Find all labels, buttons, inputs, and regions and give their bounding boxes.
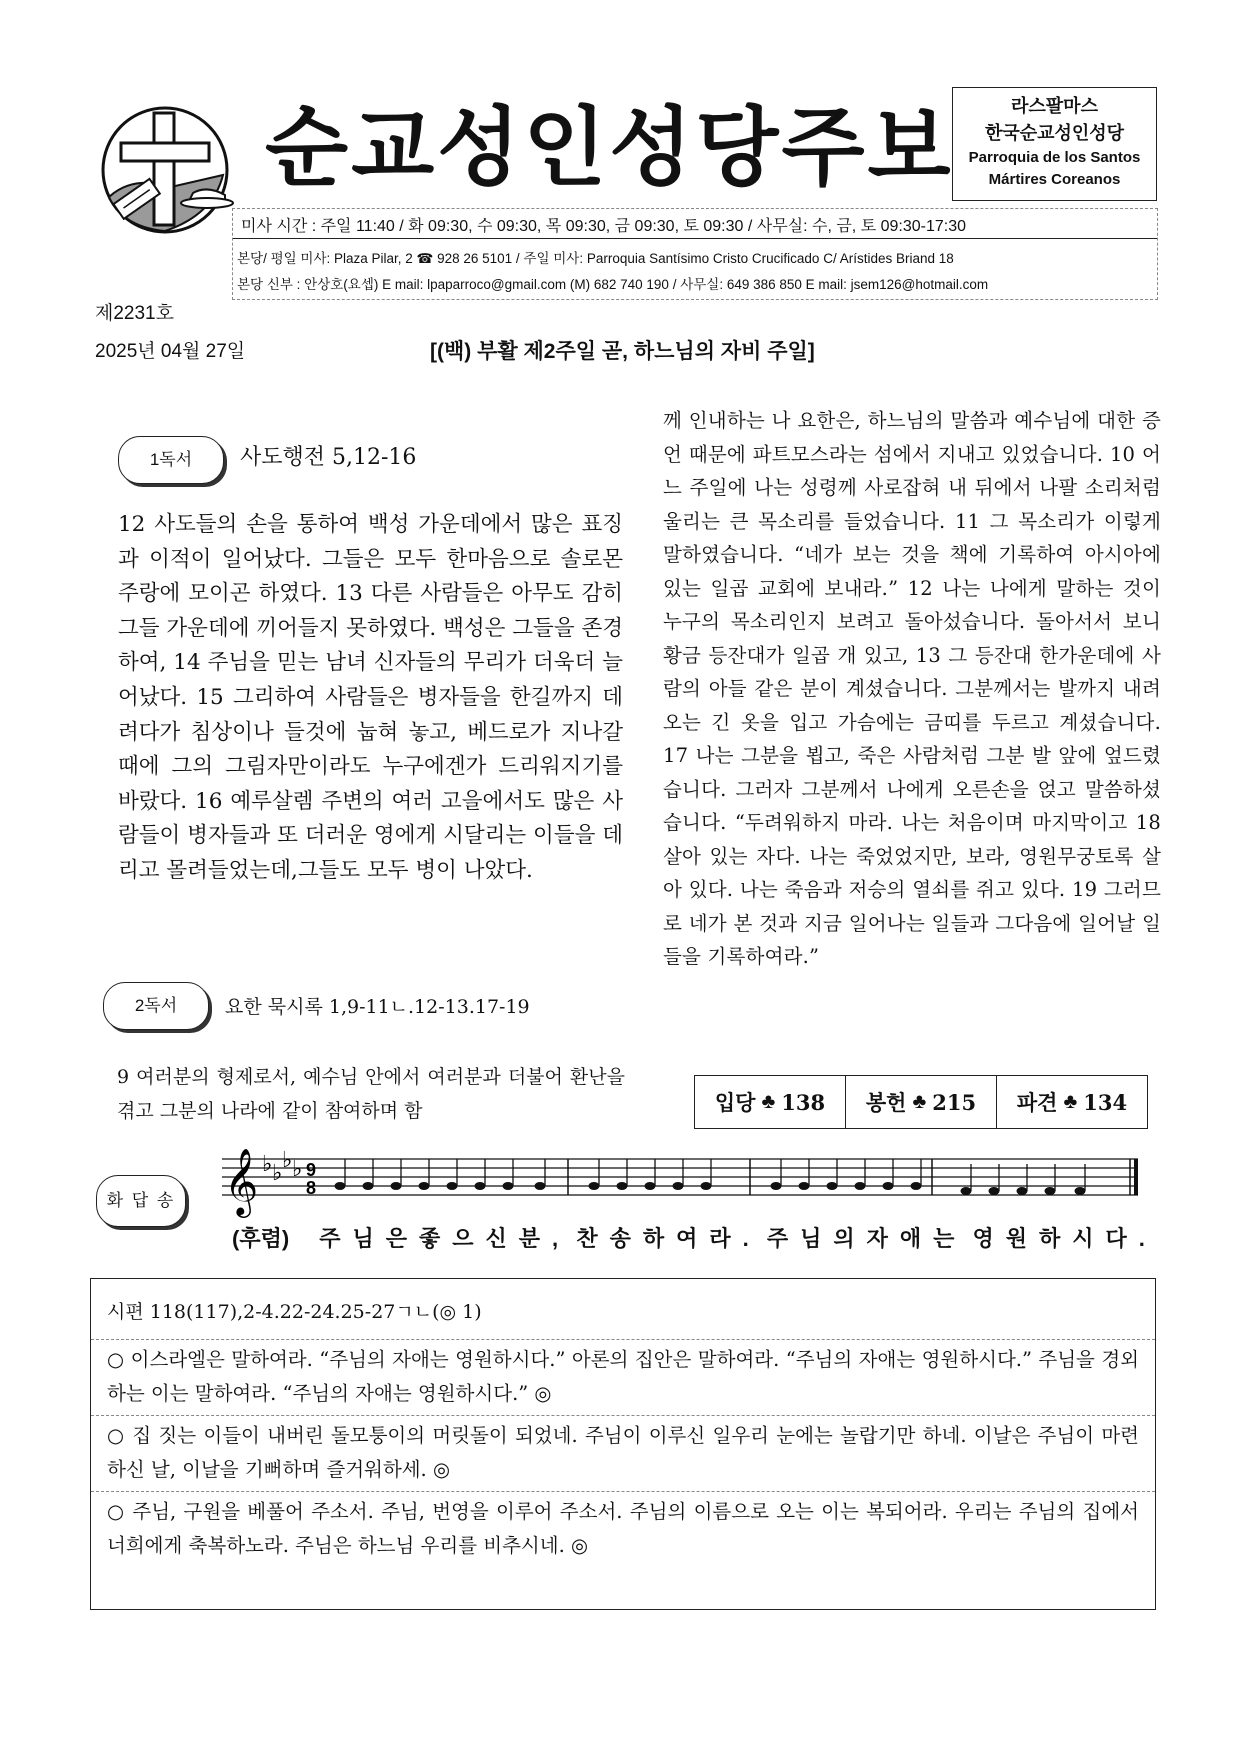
refrain-phrase-1: 주님은좋으신분,: [319, 1226, 571, 1251]
offertory-hymn: [846, 1076, 997, 1128]
parish-city: 라스팔마스: [1011, 96, 1098, 116]
club-icon: ♣: [1063, 1090, 1078, 1113]
flat-icon: ♭: [282, 1148, 293, 1173]
contact-line: 본당 신부 : 안상호(요셉) E mail: lpaparroco@gmail.com (M) 682 740 190 / 사무실: 649 386 850 E mail: jsem126@hotmail.com: [237, 277, 989, 292]
refrain-label: (후렴): [232, 1226, 290, 1251]
info-divider: [233, 238, 1157, 239]
note-head: [771, 1182, 782, 1190]
parish-info-box: [232, 208, 1158, 300]
note-head: [391, 1182, 402, 1190]
psalm-verse-1: ○ 이스라엘은 말하여라. “주님의 자애는 영원하시다.” 아론의 집안은 말하여라. “주님의 자애는 영원하시다.” 주님을 경외하는 이는 말하여라. “주님의 자애는 영원하시다.” ◎: [107, 1348, 1139, 1405]
psalm-divider: [91, 1491, 1155, 1492]
note-head: [911, 1182, 922, 1190]
parish-korean-name: 한국순교성인성당: [984, 123, 1125, 143]
note-head: [1017, 1187, 1028, 1195]
bulletin-title: 순교성인성당주보: [265, 98, 954, 198]
psalm-divider: [91, 1339, 1155, 1340]
note-head: [799, 1182, 810, 1190]
first-reading-text: 12 사도들의 손을 통하여 백성 가운데에서 많은 표징과 이적이 일어났다. 그들은 모두 한마음으로 솔로몬 주랑에 모이곤 하였다. 13 다른 사람들은 아무도 감히 그들 가운데에 끼어들지 못하였다. 백성은 그들을 존경하여, 14 주님을 믿는 남녀 신자들의 무리가 더욱더 늘어났다. 15 그리하여 사람들은 병자들을 한길까지 데려다가 침상이나 들것에 눕혀 놓고, 베드로가 지나갈 때에 그의 그림자만이라도 누구에겐가 드리워지기를 바랐다. 16 예루살렘 주변의 여러 고을에서도 많은 사람들이 병자들과 또 더러운 영에게 시달리는 이들을 데리고 몰려들었는데,그들도 모두 병이 나았다.: [118, 512, 623, 883]
note-head: [1075, 1187, 1086, 1195]
dismissal-hymn: [997, 1076, 1147, 1128]
note-head: [589, 1182, 600, 1190]
address-line: 본당/ 평일 미사: Plaza Pilar, 2 ☎ 928 26 5101 / 주일 미사: Parroquia Santísimo Cristo Crucificado C/ Arístides Briand 18: [237, 251, 954, 266]
note-head: [855, 1182, 866, 1190]
psalm-verse-2: ○ 집 짓는 이들이 내버린 돌모퉁이의 머릿돌이 되었네. 주님이 이루신 일우리 눈에는 놀랍기만 하네. 이날은 주님이 마련하신 날, 이날을 기뻐하며 즐거워하세. ◎: [107, 1424, 1139, 1481]
second-reading-text-continued: 께 인내하는 나 요한은, 하느님의 말씀과 예수님에 대한 증언 때문에 파트모스라는 섬에서 지내고 있었습니다. 10 어느 주일에 나는 성령께 사로잡혀 내 뒤에서 나팔 소리처럼 울리는 큰 목소리를 들었습니다. 11 그 목소리가 이렇게 말하였습니다. “네가 보는 것을 책에 기록하여 아시아에 있는 일곱 교회에 보내라.” 12 나는 나에게 말하는 것이 누구의 목소리인지 보려고 돌아섰습니다. 돌아서서 보니 황금 등잔대가 일곱 개 있고, 13 그 등잔대 한가운데에 사람의 아들 같은 분이 계셨습니다. 그분께서는 발까지 내려오는 긴 옷을 입고 가슴에는 금띠를 두르고 계셨습니다. 17 나는 그분을 뵙고, 죽은 사람처럼 그분 발 앞에 엎드렸습니다. 그러자 그분께서 나에게 오른손을 얹고 말씀하셨습니다. “두려워하지 마라. 나는 처음이며 마지막이고 18 살아 있는 자다. 나는 죽었었지만, 보라, 영원무궁토록 살아 있다. 나는 죽음과 저승의 열쇠를 쥐고 있다. 19 그러므로 네가 본 것과 지금 일어나는 일들과 그다음에 일어날 일들을 기록하여라.”: [663, 409, 1161, 968]
psalm-reference: 시편 118(117),2-4.22-24.25-27ㄱㄴ(◎ 1): [107, 1301, 482, 1323]
treble-clef-icon: 𝄞: [224, 1147, 259, 1215]
issue-number: 제2231호: [95, 303, 174, 324]
entrance-hymn: [695, 1076, 846, 1128]
parish-name-box: [952, 87, 1157, 201]
note-head: [673, 1182, 684, 1190]
note-head: [447, 1182, 458, 1190]
mass-times: 미사 시간 : 주일 11:40 / 화 09:30, 수 09:30, 목 09:30, 금 09:30, 토 09:30 / 사무실: 수, 금, 토 09:30-17:30: [241, 218, 967, 235]
note-head: [335, 1182, 346, 1190]
first-reading-label: 1독서: [118, 436, 224, 484]
time-signature-bottom: 8: [306, 1178, 317, 1198]
note-head: [419, 1182, 430, 1190]
note-head: [701, 1182, 712, 1190]
refrain-phrase-2: 찬송하여라.: [576, 1226, 761, 1251]
note-head: [961, 1187, 972, 1195]
first-reading-reference: 사도행전 5,12-16: [240, 445, 417, 470]
psalm-box: [90, 1278, 1156, 1610]
note-head: [883, 1182, 894, 1190]
entrance-hymn-number: 138: [781, 1089, 826, 1115]
refrain-phrase-3: 주님의자애는: [766, 1226, 967, 1251]
entrance-hymn-label: 입당: [714, 1092, 756, 1115]
note-head: [827, 1182, 838, 1190]
psalm-verse-3: ○ 주님, 구원을 베풀어 주소서. 주님, 번영을 이루어 주소서. 주님의 이름으로 오는 이는 복되어라. 우리는 주님의 집에서 너희에게 축복하노라. 주님은 하느님 우리를 비추시네. ◎: [107, 1500, 1139, 1557]
note-head: [475, 1182, 486, 1190]
sunday-title: [(백) 부활 제2주일 곧, 하느님의 자비 주일]: [430, 340, 815, 363]
refrain-phrase-4: 영원하시다.: [972, 1226, 1157, 1251]
second-reading-reference: 요한 묵시록 1,9-11ㄴ.12-13.17-19: [225, 996, 530, 1018]
dismissal-hymn-label: 파견: [1016, 1092, 1058, 1115]
second-reading-label: 2독서: [103, 982, 209, 1030]
note-head: [989, 1187, 1000, 1195]
parish-spanish-name-1: Parroquia de los Santos: [968, 149, 1141, 166]
flat-icon: ♭: [262, 1152, 273, 1177]
note-head: [617, 1182, 628, 1190]
note-head: [1045, 1187, 1056, 1195]
church-logo: [93, 105, 251, 235]
dismissal-hymn-number: 134: [1083, 1089, 1128, 1115]
psalm-divider: [91, 1415, 1155, 1416]
offertory-hymn-label: 봉헌: [865, 1092, 907, 1115]
flat-icon: ♭: [292, 1157, 303, 1182]
music-staff: [222, 1143, 1142, 1218]
refrain-text: [232, 1222, 1157, 1253]
responsorial-label: 화 답 송: [96, 1175, 186, 1227]
flat-icon: ♭: [272, 1161, 283, 1186]
note-head: [535, 1182, 546, 1190]
note-head: [363, 1182, 374, 1190]
offertory-hymn-number: 215: [932, 1089, 977, 1115]
time-signature-top: 9: [306, 1160, 317, 1180]
hymn-numbers-box: [694, 1075, 1148, 1129]
second-reading-text-start: 9 여러분의 형제로서, 예수님 안에서 여러분과 더불어 환난을 겪고 그분의 나라에 같이 참여하며 함: [117, 1066, 625, 1122]
issue-date: 2025년 04월 27일: [95, 341, 246, 362]
note-head: [503, 1182, 514, 1190]
club-icon: ♣: [761, 1090, 776, 1113]
parish-spanish-name-2: Mártires Coreanos: [988, 171, 1121, 188]
club-icon: ♣: [912, 1090, 927, 1113]
note-head: [645, 1182, 656, 1190]
